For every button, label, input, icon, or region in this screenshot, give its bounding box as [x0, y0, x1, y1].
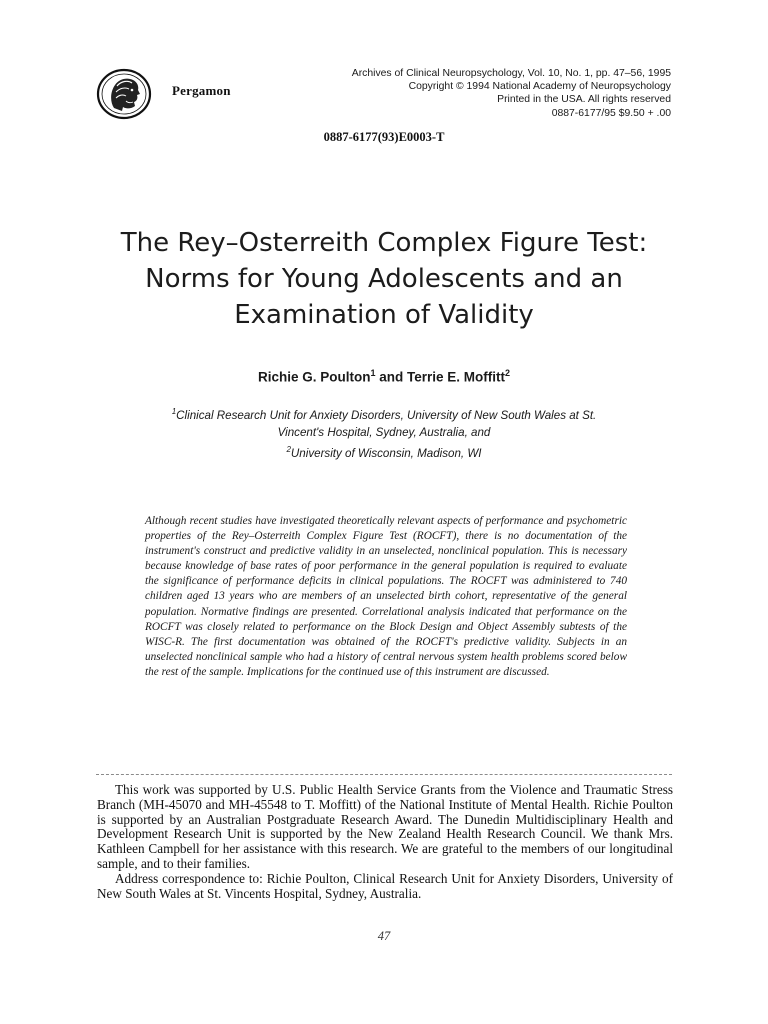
author-name: Richie G. Poulton	[257, 369, 371, 385]
affiliation-text: Clinical Research Unit for Anxiety Disorders, University of New South Wales at St.	[176, 408, 597, 422]
affiliation-text: Vincent's Hospital, Sydney, Australia, and	[277, 425, 491, 439]
title-line: The Rey–Osterreith Complex Figure Test:	[120, 228, 648, 258]
document-identifier: 0887-6177(93)E0003-T	[323, 130, 445, 144]
footnote-divider	[96, 774, 672, 775]
affiliations	[100, 403, 668, 462]
author-list	[0, 368, 768, 385]
author-affiliation-mark: 1	[370, 368, 376, 378]
affiliation-text: University of Wisconsin, Madison, WI	[290, 446, 482, 460]
footnotes	[97, 783, 673, 901]
author-conjunction: and	[375, 369, 407, 385]
affiliation-mark: 1	[171, 407, 177, 416]
title-line: Norms for Young Adolescents and an	[145, 264, 623, 294]
affiliation-mark: 2	[286, 444, 291, 454]
rights-line: Printed in the USA. All rights reserved	[497, 94, 671, 106]
copyright-line: Copyright © 1994 National Academy of Neuropsychology	[408, 81, 671, 93]
publisher-name: Pergamon	[172, 83, 231, 98]
journal-citation-line: Archives of Clinical Neuropsychology, Vol. 10, No. 1, pp. 47–56, 1995	[351, 68, 671, 79]
author-affiliation-mark: 2	[505, 368, 511, 378]
correspondence-footnote: Address correspondence to: Richie Poulton, Clinical Research Unit for Anxiety Disorders, University of New South Wales at St. Vincents Hospital, Sydney, Australia.	[97, 870, 673, 901]
issn-price-line: 0887-6177/95 $9.50 + .00	[551, 107, 671, 119]
pergamon-logo-icon	[96, 68, 152, 120]
journal-citation	[291, 67, 671, 120]
author-name: Terrie E. Moffitt	[407, 369, 506, 385]
title-line: Examination of Validity	[234, 300, 534, 330]
page-number: 47	[377, 929, 391, 943]
funding-footnote: This work was supported by U.S. Public Health Service Grants from the Violence and Traumatic Stress Branch (MH-45070 and MH-45548 to T. Moffitt) of the National Institute of Mental Health. Richie Poulton is supported by an Australian Postgraduate Research Award. The Dunedin Multidisciplinary Health and Development Research Unit is supported by the New Zealand Health Research Council. We thank Mrs. Kathleen Campbell for her assistance with this research. We are grateful to the members of our longitudinal sample, and to their families.	[97, 782, 673, 871]
article-title	[60, 225, 708, 333]
abstract: Although recent studies have investigated theoretically relevant aspects of performance and psychometric properties of the Rey–Osterreith Complex Figure Test (ROCFT), there is no documentation of the instrument's construct and predictive validity in an unselected, nonclinical population. This is necessary because knowledge of base rates of poor performance in the general population is required to evaluate the significance of performance deficits in clinical populations. The ROCFT was administered to 740 children aged 13 years who are members of an unselected birth cohort, representative of the general population. Normative findings are presented. Correlational analysis indicated that performance on the ROCFT was closely related to performance on the Block Design and Object Assembly subtests of the WISC-R. The first documentation was obtained of the ROCFT's predictive validity. Subjects in an unselected nonclinical sample who had a history of central nervous system health problems scored below the rest of the sample. Implications for the continued use of this instrument are discussed.	[145, 515, 627, 678]
